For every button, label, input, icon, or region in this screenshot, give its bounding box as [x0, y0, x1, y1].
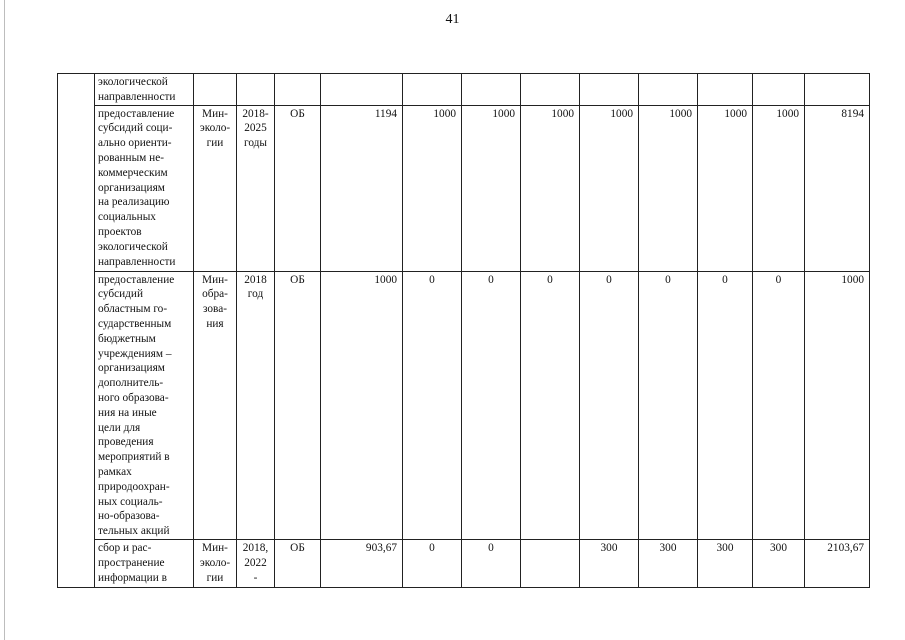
total-cell: 1000: [805, 271, 870, 539]
table-row: [58, 105, 870, 271]
value-cell: 0: [403, 539, 462, 587]
value-cell: 0: [462, 539, 521, 587]
value-cell: 0: [462, 271, 521, 539]
source-cell: ОБ: [275, 539, 321, 587]
period-cell: 2018, 2022 -: [237, 539, 275, 587]
value-cell: [521, 74, 580, 106]
value-cell: [580, 74, 639, 106]
source-cell: [275, 74, 321, 106]
value-cell: 0: [639, 271, 698, 539]
description-cell: предоставление субсидий соци- ально ориенти- рованным не- коммерческим организациям на реализацию социальных проектов экологической направленности: [95, 105, 194, 271]
left-margin-line: [4, 0, 5, 640]
value-cell: 1000: [321, 271, 403, 539]
source-cell: ОБ: [275, 271, 321, 539]
value-cell: [462, 74, 521, 106]
executor-cell: Мин- эколо- гии: [194, 539, 237, 587]
description-cell: предоставление субсидий областным го- сударственным бюджетным учреждениям – организациям дополнитель- ного образова- ния на иные цели для проведения мероприятий в рамках природоохран- ных социаль- но-образова- тельных акций: [95, 271, 194, 539]
total-cell: 2103,67: [805, 539, 870, 587]
value-cell: 300: [698, 539, 753, 587]
executor-cell: Мин- эколо- гии: [194, 105, 237, 271]
value-cell: [521, 539, 580, 587]
value-cell: [753, 74, 805, 106]
value-cell: 1000: [580, 105, 639, 271]
value-cell: 0: [698, 271, 753, 539]
value-cell: 0: [521, 271, 580, 539]
total-cell: 8194: [805, 105, 870, 271]
value-cell: [698, 74, 753, 106]
executor-cell: Мин- обра- зова- ния: [194, 271, 237, 539]
value-cell: 1194: [321, 105, 403, 271]
value-cell: 300: [753, 539, 805, 587]
table-row: [58, 539, 870, 587]
value-cell: [403, 74, 462, 106]
value-cell: [639, 74, 698, 106]
value-cell: 300: [580, 539, 639, 587]
description-cell: сбор и рас- пространение информации в: [95, 539, 194, 587]
period-cell: 2018- 2025 годы: [237, 105, 275, 271]
value-cell: 0: [403, 271, 462, 539]
budget-table: [57, 73, 870, 588]
value-cell: 1000: [403, 105, 462, 271]
source-cell: ОБ: [275, 105, 321, 271]
value-cell: [321, 74, 403, 106]
period-cell: [237, 74, 275, 106]
executor-cell: [194, 74, 237, 106]
value-cell: 1000: [521, 105, 580, 271]
description-cell: экологической направленности: [95, 74, 194, 106]
value-cell: 1000: [462, 105, 521, 271]
value-cell: 0: [753, 271, 805, 539]
value-cell: 0: [580, 271, 639, 539]
page-number: 41: [445, 12, 460, 27]
table-row: [58, 271, 870, 539]
value-cell: 903,67: [321, 539, 403, 587]
number-cell: [58, 74, 95, 588]
value-cell: 300: [639, 539, 698, 587]
value-cell: 1000: [639, 105, 698, 271]
value-cell: 1000: [753, 105, 805, 271]
total-cell: [805, 74, 870, 106]
period-cell: 2018 год: [237, 271, 275, 539]
table-row: [58, 74, 870, 106]
value-cell: 1000: [698, 105, 753, 271]
